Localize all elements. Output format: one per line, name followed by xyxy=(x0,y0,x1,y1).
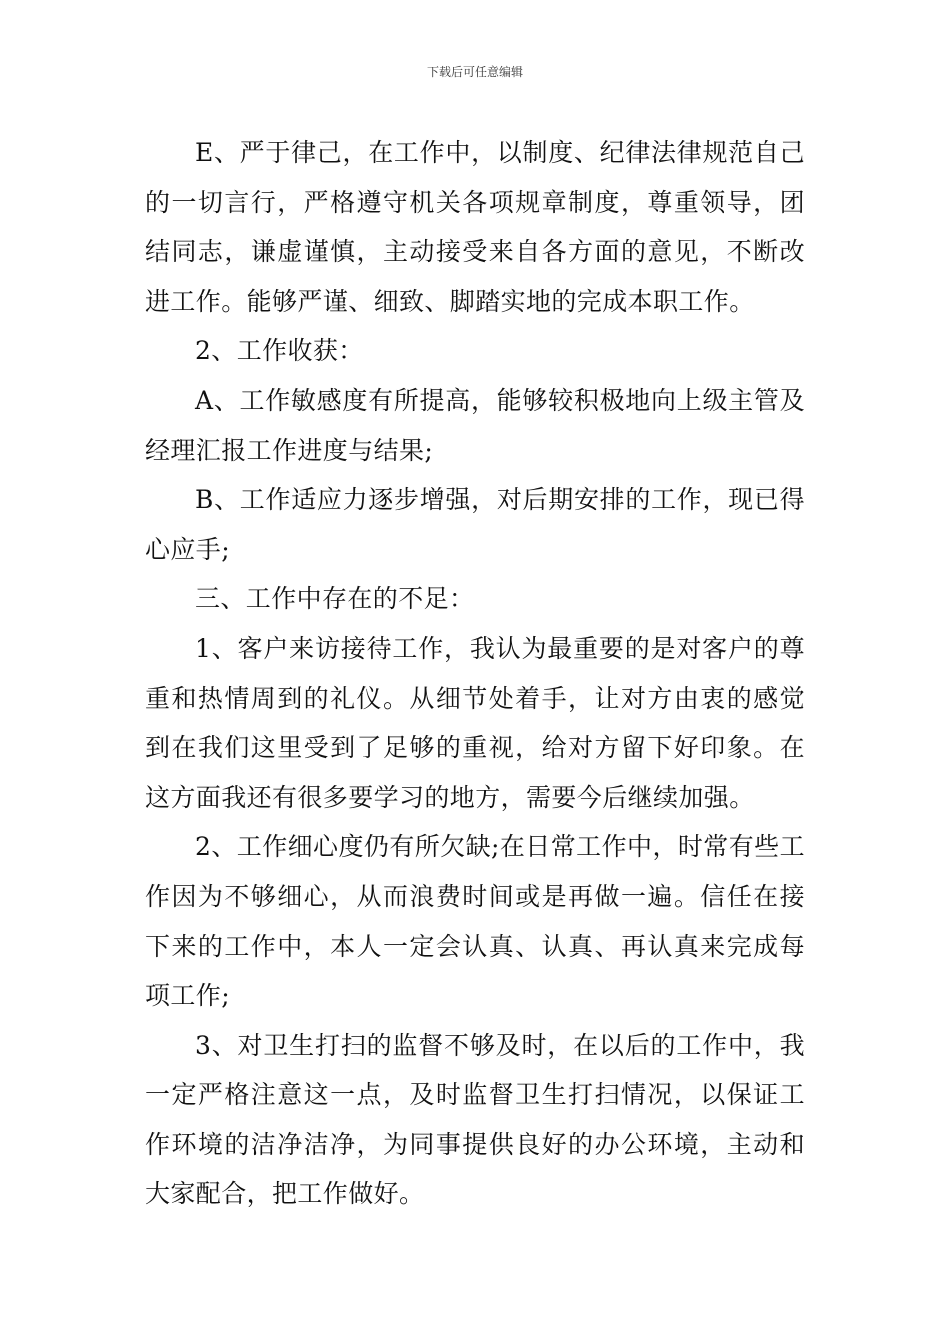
paragraph-b-adaptability: B、工作适应力逐步增强，对后期安排的工作，现已得心应手; xyxy=(145,485,805,564)
paragraph-3-sanitation: 3、对卫生打扫的监督不够及时，在以后的工作中，我一定严格注意这一点，及时监督卫生打扫情况，以保证工作环境的洁净洁净，为同事提供良好的办公环境，主动和大家配合，把工作做好。 xyxy=(145,1030,805,1209)
paragraph-work-gains-heading: 2、工作收获： xyxy=(195,336,364,366)
paragraph-2-carefulness: 2、工作细心度仍有所欠缺;在日常工作中，时常有些工作因为不够细心，从而浪费时间或是再做一遍。信任在接下来的工作中，本人一定会认真、认真、再认真来完成每项工作; xyxy=(145,832,805,1011)
paragraph-e-self-discipline: E、严于律己，在工作中，以制度、纪律法律规范自己的一切言行，严格遵守机关各项规章制度，尊重领导，团结同志，谦虚谨慎，主动接受来自各方面的意见，不断改进工作。能够严谨、细致、脚踏实地的完成本职工作。 xyxy=(145,138,805,316)
paragraph-1-reception: 1、客户来访接待工作，我认为最重要的是对客户的尊重和热情周到的礼仪。从细节处着手，让对方由衷的感觉到在我们这里受到了足够的重视，给对方留下好印象。在这方面我还有很多要学习的地方，需要今后继续加强。 xyxy=(145,633,805,812)
paragraph-shortcomings-heading: 三、工作中存在的不足： xyxy=(195,584,475,614)
paragraph-a-sensitivity: A、工作敏感度有所提高，能够较积极地向上级主管及经理汇报工作进度与结果; xyxy=(145,385,805,465)
document-body xyxy=(145,128,805,1219)
header-note: 下载后可任意编辑 xyxy=(426,65,523,79)
